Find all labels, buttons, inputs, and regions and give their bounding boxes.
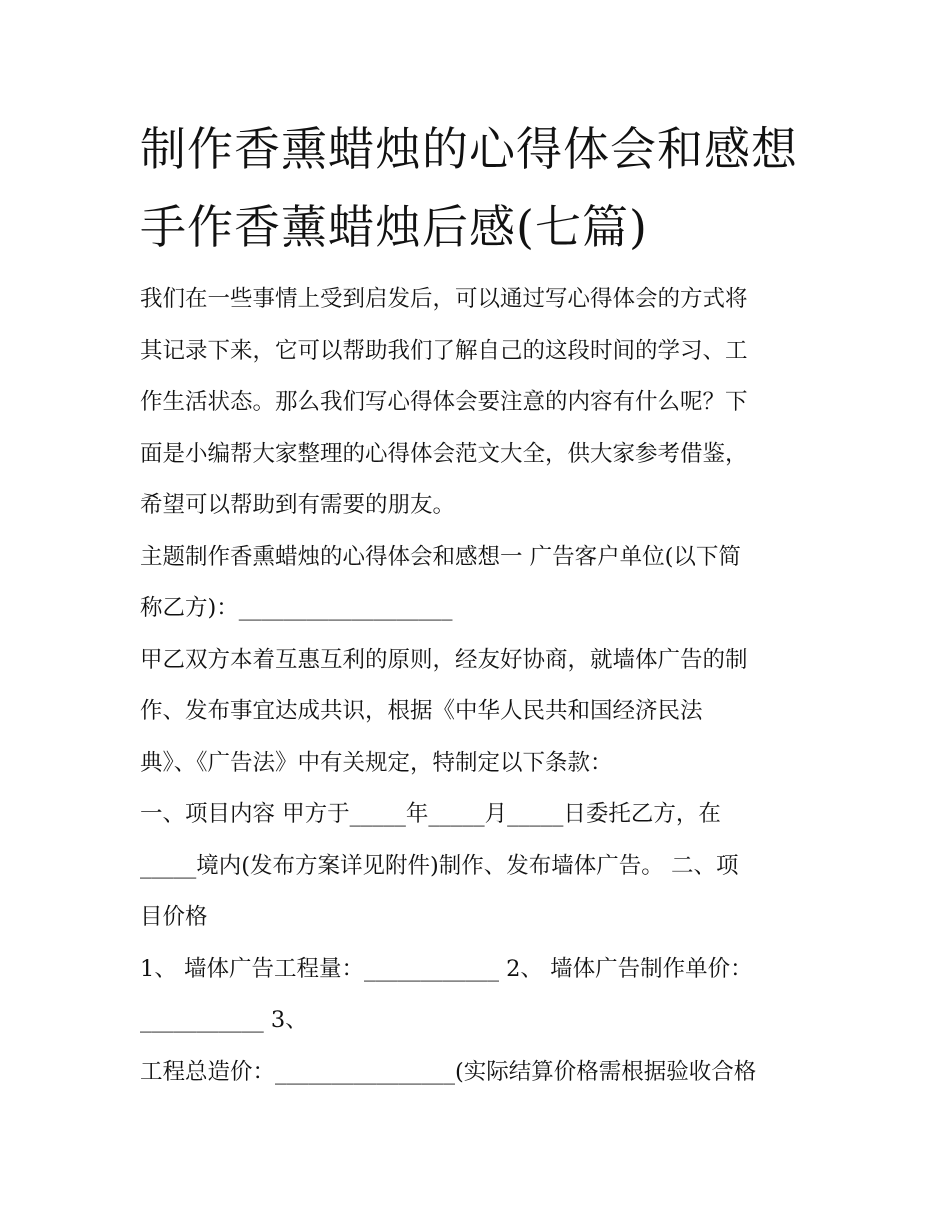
body-line: 1、 墙体广告工程量：____________ 2、 墙体广告制作单价： — [140, 955, 753, 982]
body-line: 称乙方)：___________________ — [140, 595, 453, 621]
body-line: 甲乙双方本着互惠互利的原则，经友好协商，就墙体广告的制 — [140, 646, 748, 673]
body-line: 我们在一些事情上受到启发后，可以通过写心得体会的方式将 — [140, 286, 748, 312]
body-line: ___________ 3、 — [140, 1007, 308, 1033]
document-body — [140, 274, 820, 1098]
body-line: 面是小编帮大家整理的心得体会范文大全，供大家参考借鉴， — [140, 440, 748, 467]
body-line: 作、发布事宜达成共识，根据《中华人民共和国经济民法 — [140, 698, 703, 724]
document-page — [140, 110, 820, 1098]
body-line: _____境内(发布方案详见附件)制作、发布墙体广告。 二、项 — [140, 852, 739, 879]
body-line: 主题制作香熏蜡烛的心得体会和感想一 广告客户单位(以下简 — [140, 543, 741, 570]
body-line: 其记录下来，它可以帮助我们了解自己的这段时间的学习、工 — [140, 337, 748, 364]
document-title: 制作香熏蜡烛的心得体会和感想 手作香薰蜡烛后感(七篇) — [140, 122, 798, 254]
body-line: 典》、《广告法》中有关规定，特制定以下条款： — [140, 749, 613, 776]
body-line: 作生活状态。那么我们写心得体会要注意的内容有什么呢？下 — [140, 389, 748, 415]
body-line: 目价格 — [140, 904, 208, 930]
body-line: 一、项目内容 甲方于_____年_____月_____日委托乙方，在 — [140, 801, 721, 827]
body-line: 工程总造价：________________(实际结算价格需根据验收合格 — [140, 1058, 757, 1085]
body-line: 希望可以帮助到有需要的朋友。 — [140, 492, 456, 518]
